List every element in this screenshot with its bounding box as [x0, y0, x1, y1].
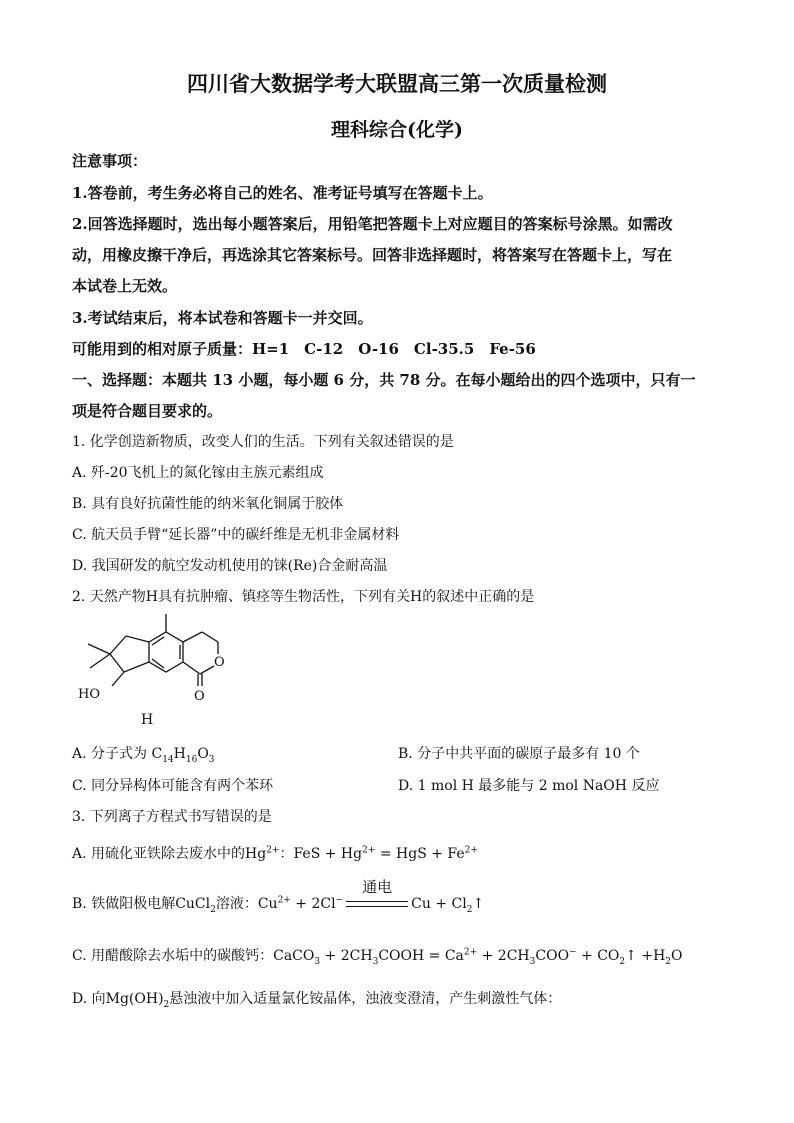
note-item-3: 3.考试结束后，将本试卷和答题卡一并交回。	[72, 309, 373, 327]
exam-title: 四川省大数据学考大联盟高三第一次质量检测	[187, 71, 607, 96]
q2-option-a: A. 分子式为 $C_{14}H_{16}O_3$	[72, 746, 215, 765]
hydroxyl-label: HO	[78, 687, 100, 702]
q1-stem: 1. 化学创造新物质，改变人们的生活。下列有关叙述错误的是	[72, 434, 454, 450]
q1-option-c: C. 航天员手臂“延长器”中的碳纤维是无机非金属材料	[72, 527, 400, 543]
molecule-h-structure	[66, 612, 236, 712]
exam-subtitle: 理科综合(化学)	[331, 119, 463, 141]
carbonyl-oxygen-label: O	[194, 689, 205, 704]
note-item-2-line-2: 动，用橡皮擦干净后，再选涂其它答案标号。回答非选择题时，将答案写在答题卡上，写在	[72, 246, 673, 264]
q2-option-c: C. 同分异构体可能含有两个苯环	[72, 778, 274, 794]
section-1-line-1: 一、选择题：本题共 13 小题，每小题 6 分，共 78 分。在每小题给出的四个选项中，只有一	[72, 371, 696, 389]
q1-option-b: B. 具有良好抗菌性能的纳米氧化铜属于胶体	[72, 496, 344, 512]
q1-option-a: A. 歼-20飞机上的氮化镓由主族元素组成	[72, 465, 324, 481]
q3-option-c: C. 用醋酸除去水垢中的碳酸钙：CaCO$_3$ + $2CH_3COOH = Ca^{2+} + 2CH_3COO^-$ + $CO_2↑ +H_2O$	[72, 947, 683, 967]
q3-option-a: A. 用硫化亚铁除去废水中的$Hg^{2+}$：FeS + $Hg^{2+}$ = HgS + $Fe^{2+}$	[72, 845, 478, 862]
note-item-1: 1.答卷前，考生务必将自己的姓名、准考证号填写在答题卡上。	[72, 184, 493, 202]
q2-option-d: D. 1 mol H 最多能与 2 mol NaOH 反应	[398, 778, 660, 794]
q2-option-b: B. 分子中共平面的碳原子最多有 10 个	[398, 746, 640, 762]
electrolysis-condition: 通电	[346, 896, 408, 912]
q1-option-d: D. 我国研发的航空发动机使用的铼(Re)合金耐高温	[72, 558, 388, 574]
q3-option-b: B. 铁做阳极电解CuCl$_2$溶液：$Cu^{2+} + 2Cl^-$ 通电 $Cu + Cl_2↑$	[72, 878, 485, 915]
molecule-name: H	[141, 712, 154, 728]
note-item-2-line-1: 2.回答选择题时，选出每小题答案后，用铅笔把答题卡上对应题目的答案标号涂黑。如需改	[72, 215, 673, 233]
q3-stem: 3. 下列离子方程式书写错误的是	[72, 809, 272, 825]
ring-oxygen-label: O	[214, 655, 225, 670]
note-item-2-line-3: 本试卷上无效。	[72, 277, 178, 295]
section-1-line-2: 项是符合题目要求的。	[72, 402, 223, 420]
notes-heading: 注意事项：	[72, 152, 148, 170]
atomic-masses: 可能用到的相对原子质量：H=1 C-12 O-16 Cl-35.5 Fe-56	[72, 340, 536, 358]
q2-stem: 2. 天然产物H具有抗肿瘤、镇痉等生物活性，下列有关H的叙述中正确的是	[72, 589, 535, 605]
q3-option-d: D. 向$Mg(OH)_2$悬浊液中加入适量氯化铵晶体，浊液变澄清，产生刺激性气体：	[72, 991, 562, 1010]
